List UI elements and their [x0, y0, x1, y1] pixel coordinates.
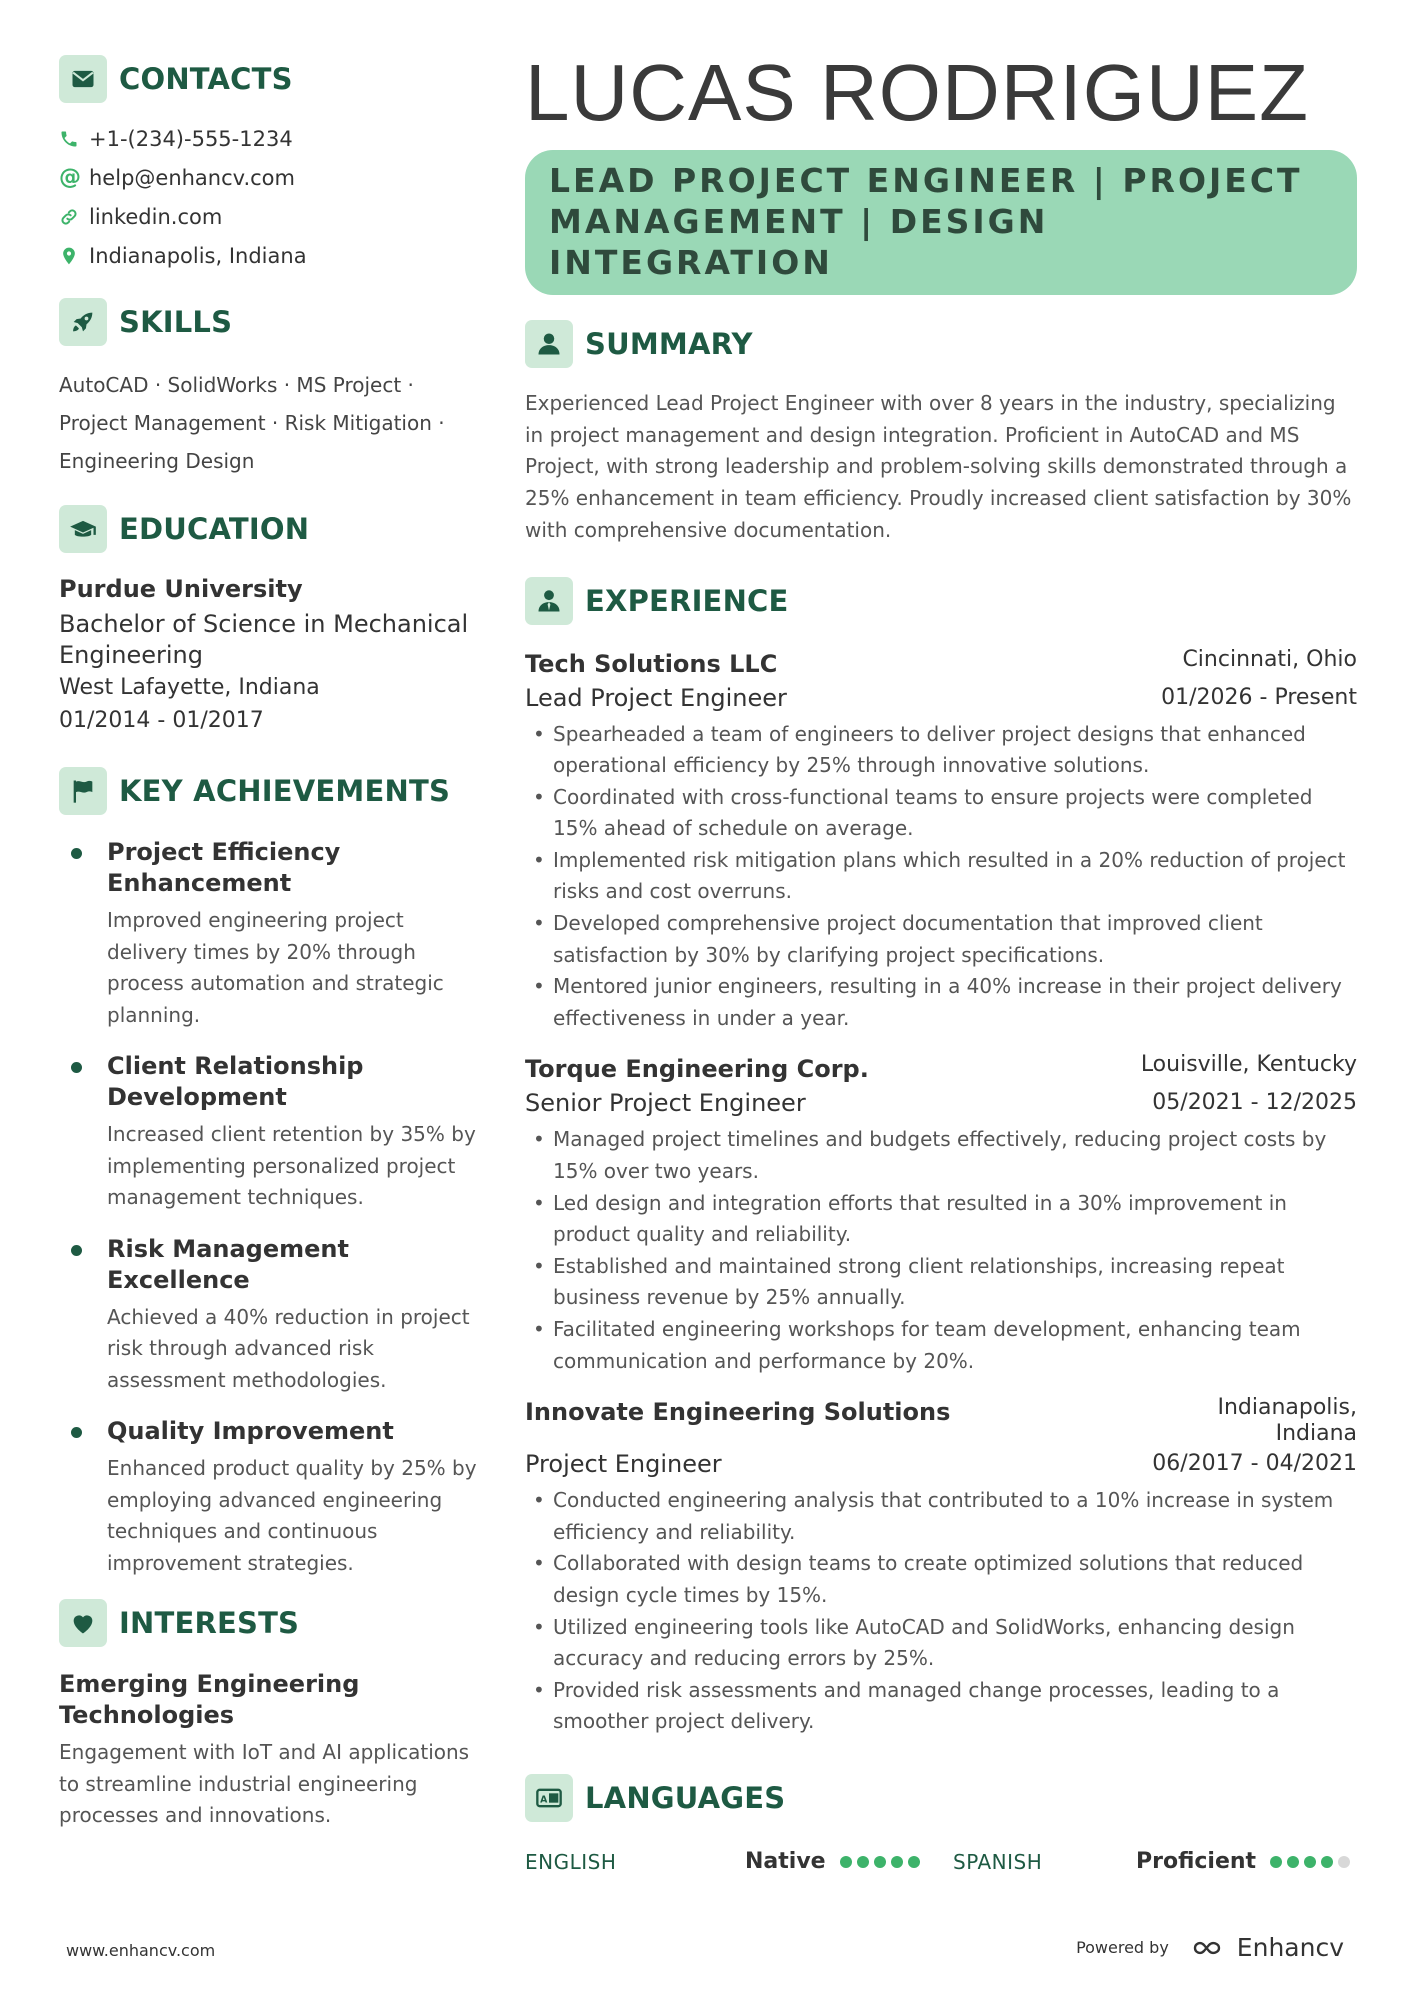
skills-title: SKILLS [119, 305, 233, 339]
achievement-item [59, 1234, 479, 1397]
language-icon [525, 1774, 573, 1822]
job-company: Innovate Engineering Solutions [525, 1398, 951, 1427]
rating-dot-filled [1321, 1856, 1333, 1868]
heart-icon [59, 1599, 107, 1647]
skills-list: AutoCAD · SolidWorks · MS Project · Project Management · Risk Mitigation · Engineering Design [59, 373, 445, 473]
achievements-section [59, 767, 479, 1579]
job-bullet: • Led design and integration efforts that resulted in a 30% improvement in product quality and reliability. [525, 1188, 1357, 1251]
job-entry [525, 1052, 1357, 1377]
job-bullet: • Utilized engineering tools like AutoCAD and SolidWorks, enhancing design accuracy and reducing errors by 25%. [525, 1612, 1357, 1675]
languages-title: LANGUAGES [585, 1780, 786, 1815]
achievement-title: Quality Improvement [107, 1417, 394, 1445]
interests-section [59, 1599, 479, 1832]
rating-dot-filled [1270, 1856, 1282, 1868]
job-role-row [525, 1447, 1357, 1481]
infinity-icon [1183, 1936, 1229, 1960]
job-role: Senior Project Engineer [525, 1089, 806, 1118]
education-section [59, 505, 479, 737]
job-location: Indianapolis, Indiana [1217, 1395, 1357, 1447]
contacts-header [59, 55, 479, 103]
job-bullet: • Managed project timelines and budgets effectively, reducing project costs by 15% over two years. [525, 1124, 1357, 1187]
phone-text: +1-(234)-555-1234 [89, 126, 293, 151]
language-level: Proficient [1136, 1849, 1257, 1875]
achievement-desc: Improved engineering project delivery times by 20% through process automation and strategic planning. [107, 908, 444, 1027]
svg-text:A: A [540, 1794, 548, 1806]
language-item [525, 1849, 953, 1874]
language-item [953, 1849, 1357, 1874]
brand-name: Enhancv [1236, 1933, 1344, 1962]
job-bullet: • Facilitated engineering workshops for team development, enhancing team communication and performance by 20%. [525, 1314, 1357, 1377]
edu-dates: 01/2014 - 01/2017 [59, 708, 264, 733]
bullet-dot-icon [71, 1427, 82, 1438]
achievements-list [59, 837, 479, 1579]
headline-pill: LEAD PROJECT ENGINEER | PROJECT MANAGEMENT | DESIGN INTEGRATION [525, 150, 1357, 295]
job-company: Torque Engineering Corp. [525, 1055, 869, 1084]
job-location: Cincinnati, Ohio [1182, 646, 1357, 672]
contact-email [59, 158, 479, 197]
rating-dot-filled [874, 1856, 886, 1868]
education-title: EDUCATION [119, 512, 310, 546]
powered-by-text: Powered by [1076, 1938, 1169, 1957]
contacts-title: CONTACTS [119, 62, 293, 96]
contacts-section [59, 55, 479, 275]
experience-header [525, 577, 1357, 625]
candidate-name: LUCAS RODRIGUEZ [525, 48, 1309, 137]
at-icon: @ [59, 165, 81, 190]
achievement-desc: Enhanced product quality by 25% by employing advanced engineering techniques and continuous improvement strategies. [107, 1456, 477, 1575]
language-level: Native [745, 1849, 826, 1875]
footer-brand [1076, 1933, 1344, 1962]
achievement-title: Client Relationship Development [107, 1052, 364, 1111]
phone-icon [59, 129, 89, 149]
skills-section [59, 298, 479, 480]
achievement-item [59, 1051, 479, 1214]
achievement-title: Project Efficiency Enhancement [107, 838, 341, 897]
rating-dot-filled [891, 1856, 903, 1868]
achievement-desc: Achieved a 40% reduction in project risk through advanced risk assessment methodologies. [107, 1304, 470, 1392]
skills-header [59, 298, 479, 346]
email-link[interactable]: help@enhancv.com [89, 165, 295, 190]
job-bullets [525, 1485, 1357, 1738]
edu-degree: Bachelor of Science in Mechanical Engineering [59, 610, 469, 669]
rating-dot-empty [1338, 1856, 1350, 1868]
job-bullet: • Spearheaded a team of engineers to deliver project designs that enhanced operational efficiency by 25% through innovative solutions. [525, 719, 1357, 782]
job-role: Lead Project Engineer [525, 683, 787, 712]
interests-header [59, 1599, 479, 1647]
job-bullet: • Collaborated with design teams to create optimized solutions that reduced design cycle times by 15%. [525, 1548, 1357, 1611]
languages-row [525, 1844, 1357, 1880]
job-role-row [525, 1086, 1357, 1120]
experience-title: EXPERIENCE [585, 583, 789, 618]
education-header [59, 505, 479, 553]
achievement-desc: Increased client retention by 35% by implementing personalized project management techniques. [107, 1122, 476, 1209]
job-dates: 01/2026 - Present [1161, 684, 1357, 710]
summary-header [525, 320, 1357, 368]
flag-icon [59, 767, 107, 815]
achievement-title: Risk Management Excellence [107, 1234, 349, 1294]
languages-section [525, 1774, 1357, 1880]
bullet-dot-icon [71, 1245, 82, 1256]
job-header-row [525, 1052, 1357, 1086]
envelope-icon [59, 55, 107, 103]
language-name: ENGLISH [525, 1849, 617, 1874]
location-pin-icon [59, 246, 89, 266]
job-dates: 06/2017 - 04/2021 [1152, 1451, 1357, 1477]
rocket-icon [59, 298, 107, 346]
job-company: Tech Solutions LLC [525, 649, 778, 678]
user-icon [525, 320, 573, 368]
languages-header [525, 1774, 1357, 1822]
bullet-dot-icon [71, 1062, 82, 1073]
summary-section [525, 320, 1357, 547]
footer-website[interactable]: www.enhancv.com [66, 1941, 216, 1960]
graduation-cap-icon [59, 505, 107, 553]
job-bullet: • Established and maintained strong client relationships, increasing repeat business revenue by 25% annually. [525, 1251, 1357, 1314]
rating-dot-filled [857, 1856, 869, 1868]
rating-dot-filled [1287, 1856, 1299, 1868]
job-bullet: • Conducted engineering analysis that contributed to a 10% increase in system efficiency and reliability. [525, 1485, 1357, 1548]
brand-logo[interactable] [1183, 1933, 1344, 1962]
link-icon [59, 207, 89, 227]
achievement-item [59, 1416, 479, 1579]
rating-dot-filled [840, 1856, 852, 1868]
job-role-row [525, 681, 1357, 715]
job-bullets [525, 1124, 1357, 1377]
job-dates: 05/2021 - 12/2025 [1152, 1090, 1357, 1116]
contact-linkedin [59, 197, 479, 236]
rating-dots [1270, 1856, 1350, 1868]
contact-location [59, 236, 479, 275]
job-bullet: • Implemented risk mitigation plans which resulted in a 20% reduction of project risks and cost overruns. [525, 845, 1357, 908]
summary-title: SUMMARY [585, 327, 753, 361]
job-bullet: • Developed comprehensive project documentation that improved client satisfaction by 30% by clarifying project specifications. [525, 908, 1357, 971]
achievement-item [59, 837, 479, 1031]
linkedin-link[interactable]: linkedin.com [89, 204, 223, 229]
location-text: Indianapolis, Indiana [89, 243, 307, 268]
edu-location: West Lafayette, Indiana [59, 675, 320, 700]
rating-dots [840, 1856, 920, 1868]
job-location: Louisville, Kentucky [1140, 1052, 1357, 1078]
rating-dot-filled [908, 1856, 920, 1868]
left-column [59, 55, 479, 1832]
interests-title: INTERESTS [119, 1606, 300, 1640]
job-entry [525, 647, 1357, 1035]
achievements-header [59, 767, 479, 815]
job-bullet: • Coordinated with cross-functional teams to ensure projects were completed 15% ahead of schedule on average. [525, 782, 1357, 845]
rating-dot-filled [1304, 1856, 1316, 1868]
interest-desc: Engagement with IoT and AI applications to streamline industrial engineering processes and innovations. [59, 1740, 470, 1827]
bullet-dot-icon [71, 848, 82, 859]
job-bullet: • Mentored junior engineers, resulting in a 40% increase in their project delivery effectiveness in under a year. [525, 971, 1357, 1034]
right-column [525, 48, 1357, 1880]
job-role: Project Engineer [525, 1450, 722, 1479]
achievements-title: KEY ACHIEVEMENTS [119, 774, 451, 808]
experience-section [525, 577, 1357, 1738]
contact-phone [59, 119, 479, 158]
user-tie-icon [525, 577, 573, 625]
job-header-row [525, 647, 1357, 681]
job-bullets [525, 719, 1357, 1035]
contact-list [59, 119, 479, 275]
interest-title: Emerging Engineering Technologies [59, 1670, 360, 1729]
job-header-row [525, 1395, 1357, 1447]
job-entry [525, 1395, 1357, 1738]
job-bullet: • Provided risk assessments and managed change processes, leading to a smoother project delivery. [525, 1675, 1357, 1738]
language-name: SPANISH [953, 1849, 1043, 1874]
summary-text: Experienced Lead Project Engineer with over 8 years in the industry, specializing in project management and design integration. Proficient in AutoCAD and MS Project, with strong leadership and problem-solving skills demonstrated through a 25% enhancement in team efficiency. Proudly increased client satisfaction by 30% with comprehensive documentation. [525, 391, 1352, 542]
edu-school: Purdue University [59, 575, 303, 603]
